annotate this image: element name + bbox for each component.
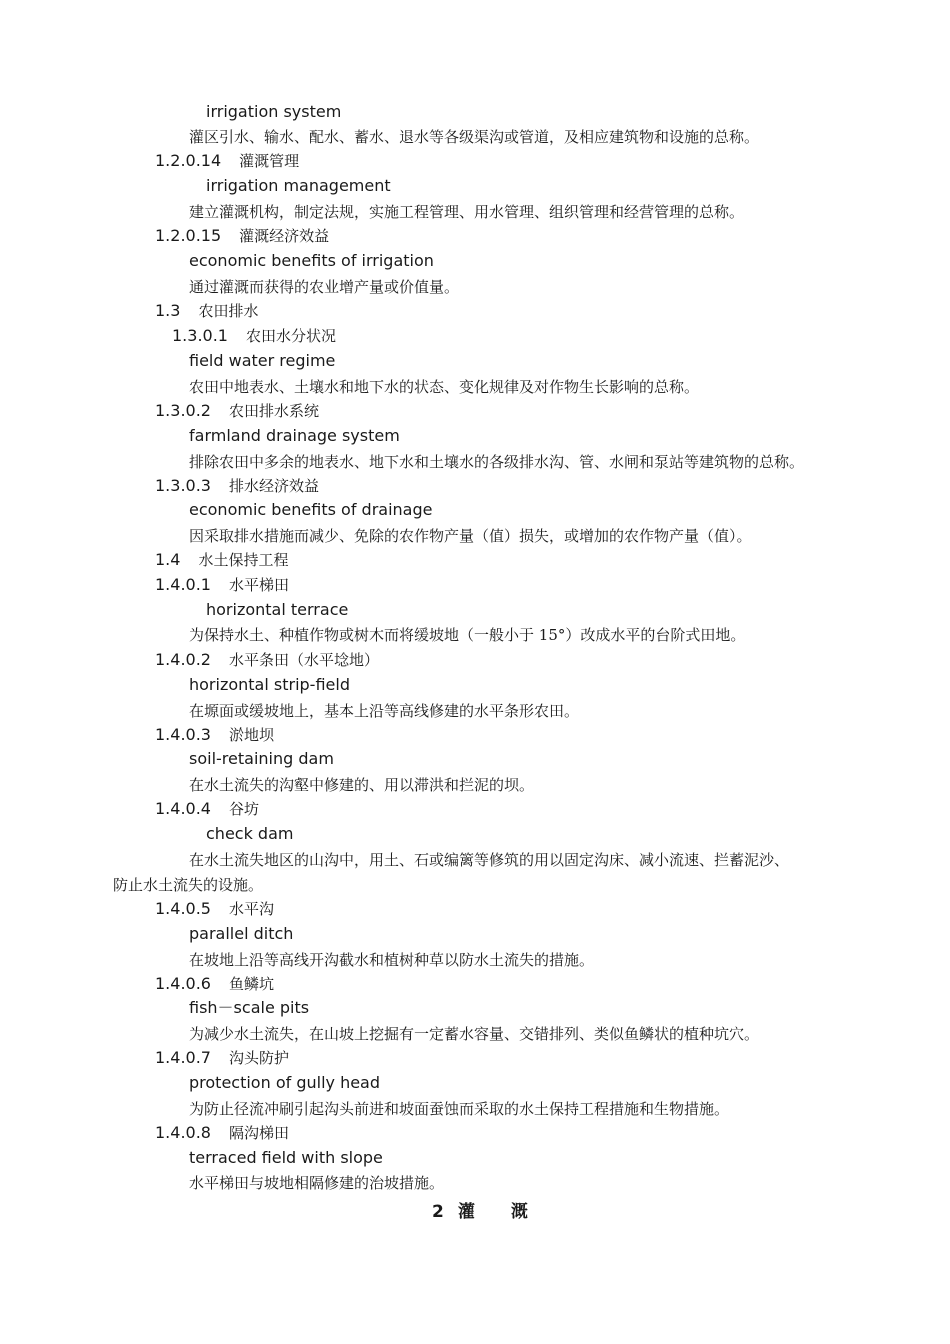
chapter-number: 2 (432, 1202, 444, 1222)
term-heading (172, 326, 336, 346)
term-definition: 在塬面或缓坡地上，基本上沿等高线修建的水平条形农田。 (189, 702, 580, 720)
term-chinese: 鱼鳞坑 (228, 975, 274, 993)
term-english: horizontal terrace (206, 600, 349, 619)
term-definition: 建立灌溉机构，制定法规，实施工程管理、用水管理、组织管理和经营管理的总称。 (189, 203, 745, 221)
term-chinese: 水平梯田 (228, 576, 289, 594)
term-number: 1.4.0.7 (155, 1048, 211, 1067)
section-heading (155, 550, 288, 570)
term-chinese: 隔沟梯田 (228, 1124, 289, 1142)
term-chinese: 沟头防护 (228, 1049, 289, 1067)
term-chinese: 淤地坝 (228, 726, 274, 744)
term-english: parallel ditch (189, 924, 294, 943)
term-english: economic benefits of drainage (189, 500, 433, 519)
term-definition: 水平梯田与坡地相隔修建的治坡措施。 (189, 1174, 445, 1192)
term-heading (155, 226, 329, 246)
term-english: field water regime (189, 351, 336, 370)
section-number: 1.3 (155, 301, 181, 320)
section-title: 水土保持工程 (198, 551, 289, 569)
term-chinese: 农田排水系统 (228, 402, 319, 420)
term-number: 1.4.0.3 (155, 725, 211, 744)
term-definition: 排除农田中多余的地表水、地下水和土壤水的各级排水沟、管、水闸和泵站等建筑物的总称。 (189, 453, 805, 471)
term-number: 1.4.0.8 (155, 1123, 211, 1142)
term-definition: 农田中地表水、土壤水和地下水的状态、变化规律及对作物生长影响的总称。 (189, 378, 700, 396)
term-heading (155, 974, 274, 994)
term-heading (155, 650, 379, 670)
term-definition: 在坡地上沿等高线开沟截水和植树种草以防水土流失的措施。 (189, 951, 595, 969)
chapter-title-char: 灌 (457, 1202, 475, 1222)
term-english: irrigation management (206, 176, 391, 195)
term-chinese: 农田水分状况 (245, 327, 336, 345)
term-heading (155, 476, 319, 496)
term-number: 1.2.0.15 (155, 226, 222, 245)
term-heading (155, 151, 299, 171)
term-heading (155, 1048, 289, 1068)
term-english: terraced field with slope (189, 1148, 383, 1167)
term-english: farmland drainage system (189, 426, 400, 445)
term-number: 1.4.0.5 (155, 899, 211, 918)
term-number: 1.4.0.6 (155, 974, 211, 993)
term-heading (155, 1123, 289, 1143)
term-definition: 通过灌溉而获得的农业增产量或价值量。 (189, 278, 460, 296)
term-number: 1.4.0.4 (155, 799, 211, 818)
term-number: 1.4.0.1 (155, 575, 211, 594)
term-english: fish－scale pits (189, 998, 310, 1017)
section-number: 1.4 (155, 550, 181, 569)
term-english: horizontal strip-field (189, 675, 350, 694)
term-chinese: 水平沟 (228, 900, 274, 918)
section-title: 农田排水 (198, 302, 259, 320)
term-english: check dam (206, 824, 294, 843)
term-number: 1.3.0.1 (172, 326, 228, 345)
term-definition: 因采取排水措施而减少、免除的农作物产量（值）损失，或增加的农作物产量（值）。 (189, 527, 752, 545)
chapter-title-char: 溉 (510, 1202, 528, 1222)
section-heading (155, 301, 258, 321)
term-definition: 为防止径流冲刷引起沟头前进和坡面蚕蚀而采取的水土保持工程措施和生物措施。 (189, 1100, 730, 1118)
term-number: 1.3.0.2 (155, 401, 211, 420)
term-chinese: 谷坊 (228, 800, 259, 818)
term-heading (155, 899, 274, 919)
term-definition: 在水土流失地区的山沟中，用土、石或编篱等修筑的用以固定沟床、减小流速、拦蓄泥沙、 (189, 851, 790, 869)
term-english: irrigation system (206, 102, 342, 121)
term-heading (155, 575, 289, 595)
term-number: 1.2.0.14 (155, 151, 222, 170)
term-definition: 灌区引水、输水、配水、蓄水、退水等各级渠沟或管道，及相应建筑物和设施的总称。 (189, 128, 760, 146)
term-english: economic benefits of irrigation (189, 251, 434, 270)
term-english: protection of gully head (189, 1073, 381, 1092)
term-chinese: 水平条田（水平埝地） (228, 651, 379, 669)
term-heading (155, 725, 274, 745)
term-definition: 为保持水土、种植作物或树木而将缓坡地（一般小于 15°）改成水平的台阶式田地。 (189, 626, 746, 644)
term-definition: 为减少水土流失，在山坡上挖掘有一定蓄水容量、交错排列、类似鱼鳞状的植种坑穴。 (189, 1025, 760, 1043)
term-number: 1.4.0.2 (155, 650, 211, 669)
term-number: 1.3.0.3 (155, 476, 211, 495)
term-chinese: 灌溉经济效益 (239, 227, 330, 245)
term-definition-continued: 防止水土流失的设施。 (113, 876, 264, 894)
term-heading (155, 799, 259, 819)
term-english: soil-retaining dam (189, 749, 334, 768)
term-chinese: 排水经济效益 (228, 477, 319, 495)
term-definition: 在水土流失的沟壑中修建的、用以滞洪和拦泥的坝。 (189, 776, 535, 794)
term-chinese: 灌溉管理 (239, 152, 300, 170)
term-heading (155, 401, 319, 421)
chapter-heading (432, 1197, 528, 1222)
